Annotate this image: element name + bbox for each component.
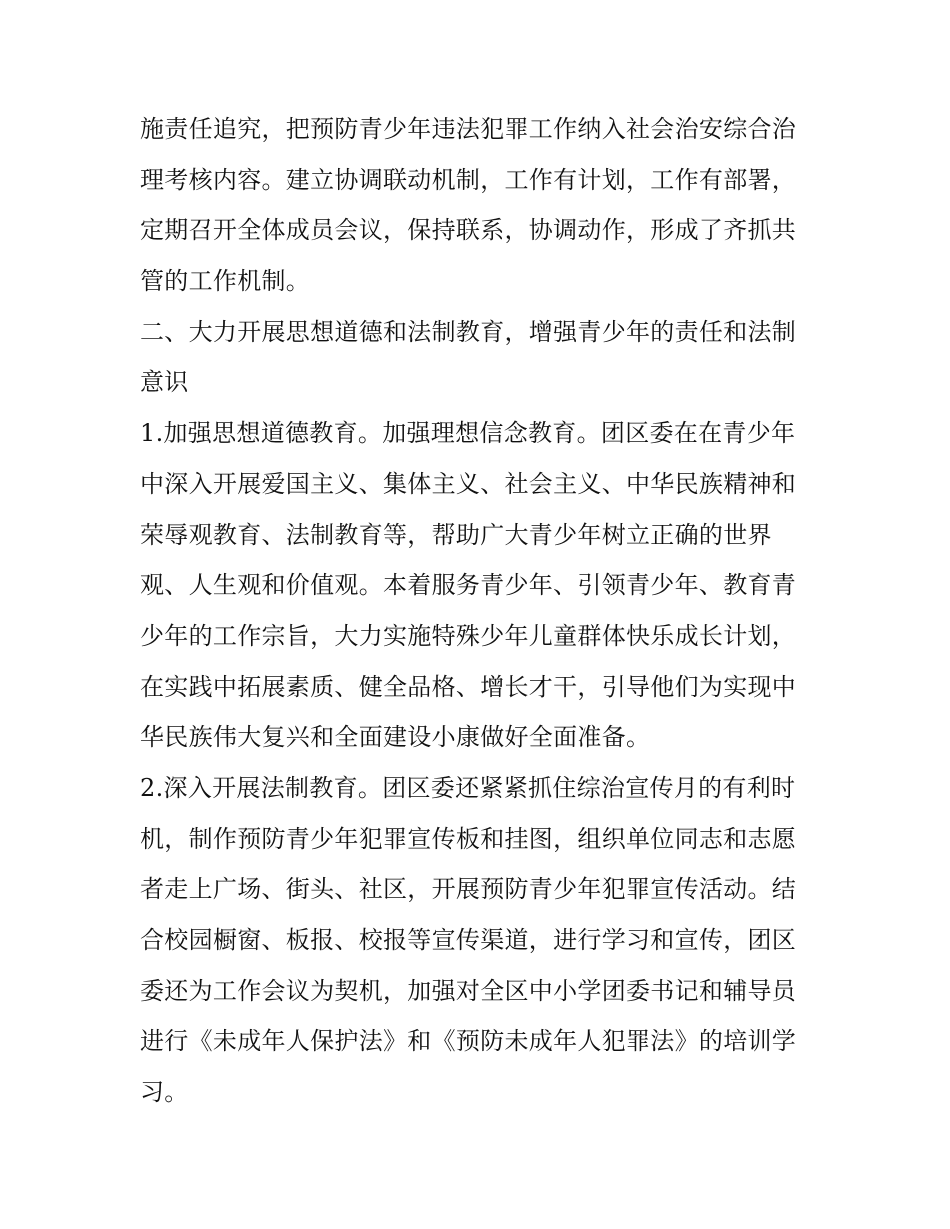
item-2-line-3: 者走上广场、街头、社区，开展预防青少年犯罪宣传活动。结 <box>140 875 797 904</box>
item-2-line-6: 进行《未成年人保护法》和《预防未成年人犯罪法》的培训学 <box>140 1027 797 1056</box>
item-1-line-7: 华民族伟大复兴和全面建设小康做好全面准备。 <box>140 723 651 752</box>
item-2-line-4: 合校园橱窗、板报、校报等宣传渠道，进行学习和宣传，团区 <box>140 926 797 954</box>
document-body <box>140 104 820 1118</box>
item-2-line-1: 2.深入开展法制教育。团区委还紧紧抓住综治宣传月的有利时 <box>140 773 796 802</box>
section-heading-line-1: 二、大力开展思想道德和法制教育，增强青少年的责任和法制 <box>140 317 797 346</box>
item-2-line-7: 习。 <box>140 1078 189 1107</box>
item-1-line-6: 在实践中拓展素质、健全品格、增长才干，引导他们为实现中 <box>140 672 797 701</box>
item-2-line-2: 机，制作预防青少年犯罪宣传板和挂图，组织单位同志和志愿 <box>140 824 797 853</box>
item-2-line-5: 委还为工作会议为契机，加强对全区中小学团委书记和辅导员 <box>140 976 797 1005</box>
section-heading-line-2: 意识 <box>140 368 189 397</box>
body-line-1: 施责任追究，把预防青少年违法犯罪工作纳入社会治安综合治 <box>140 115 797 143</box>
item-1-line-1: 1.加强思想道德教育。加强理想信念教育。团区委在在青少年 <box>140 419 796 448</box>
item-1-line-4: 观、人生观和价值观。本着服务青少年、引领青少年、教育青 <box>140 571 797 600</box>
item-1-line-5: 少年的工作宗旨，大力实施特殊少年儿童群体快乐成长计划， <box>140 621 797 650</box>
body-line-4: 管的工作机制。 <box>140 267 311 296</box>
body-line-2: 理考核内容。建立协调联动机制，工作有计划，工作有部署， <box>140 165 797 194</box>
item-1-line-3: 荣辱观教育、法制教育等，帮助广大青少年树立正确的世界 <box>140 520 772 549</box>
item-1-line-2: 中深入开展爱国主义、集体主义、社会主义、中华民族精神和 <box>140 469 797 498</box>
body-line-3: 定期召开全体成员会议，保持联系，协调动作，形成了齐抓共 <box>140 216 797 245</box>
